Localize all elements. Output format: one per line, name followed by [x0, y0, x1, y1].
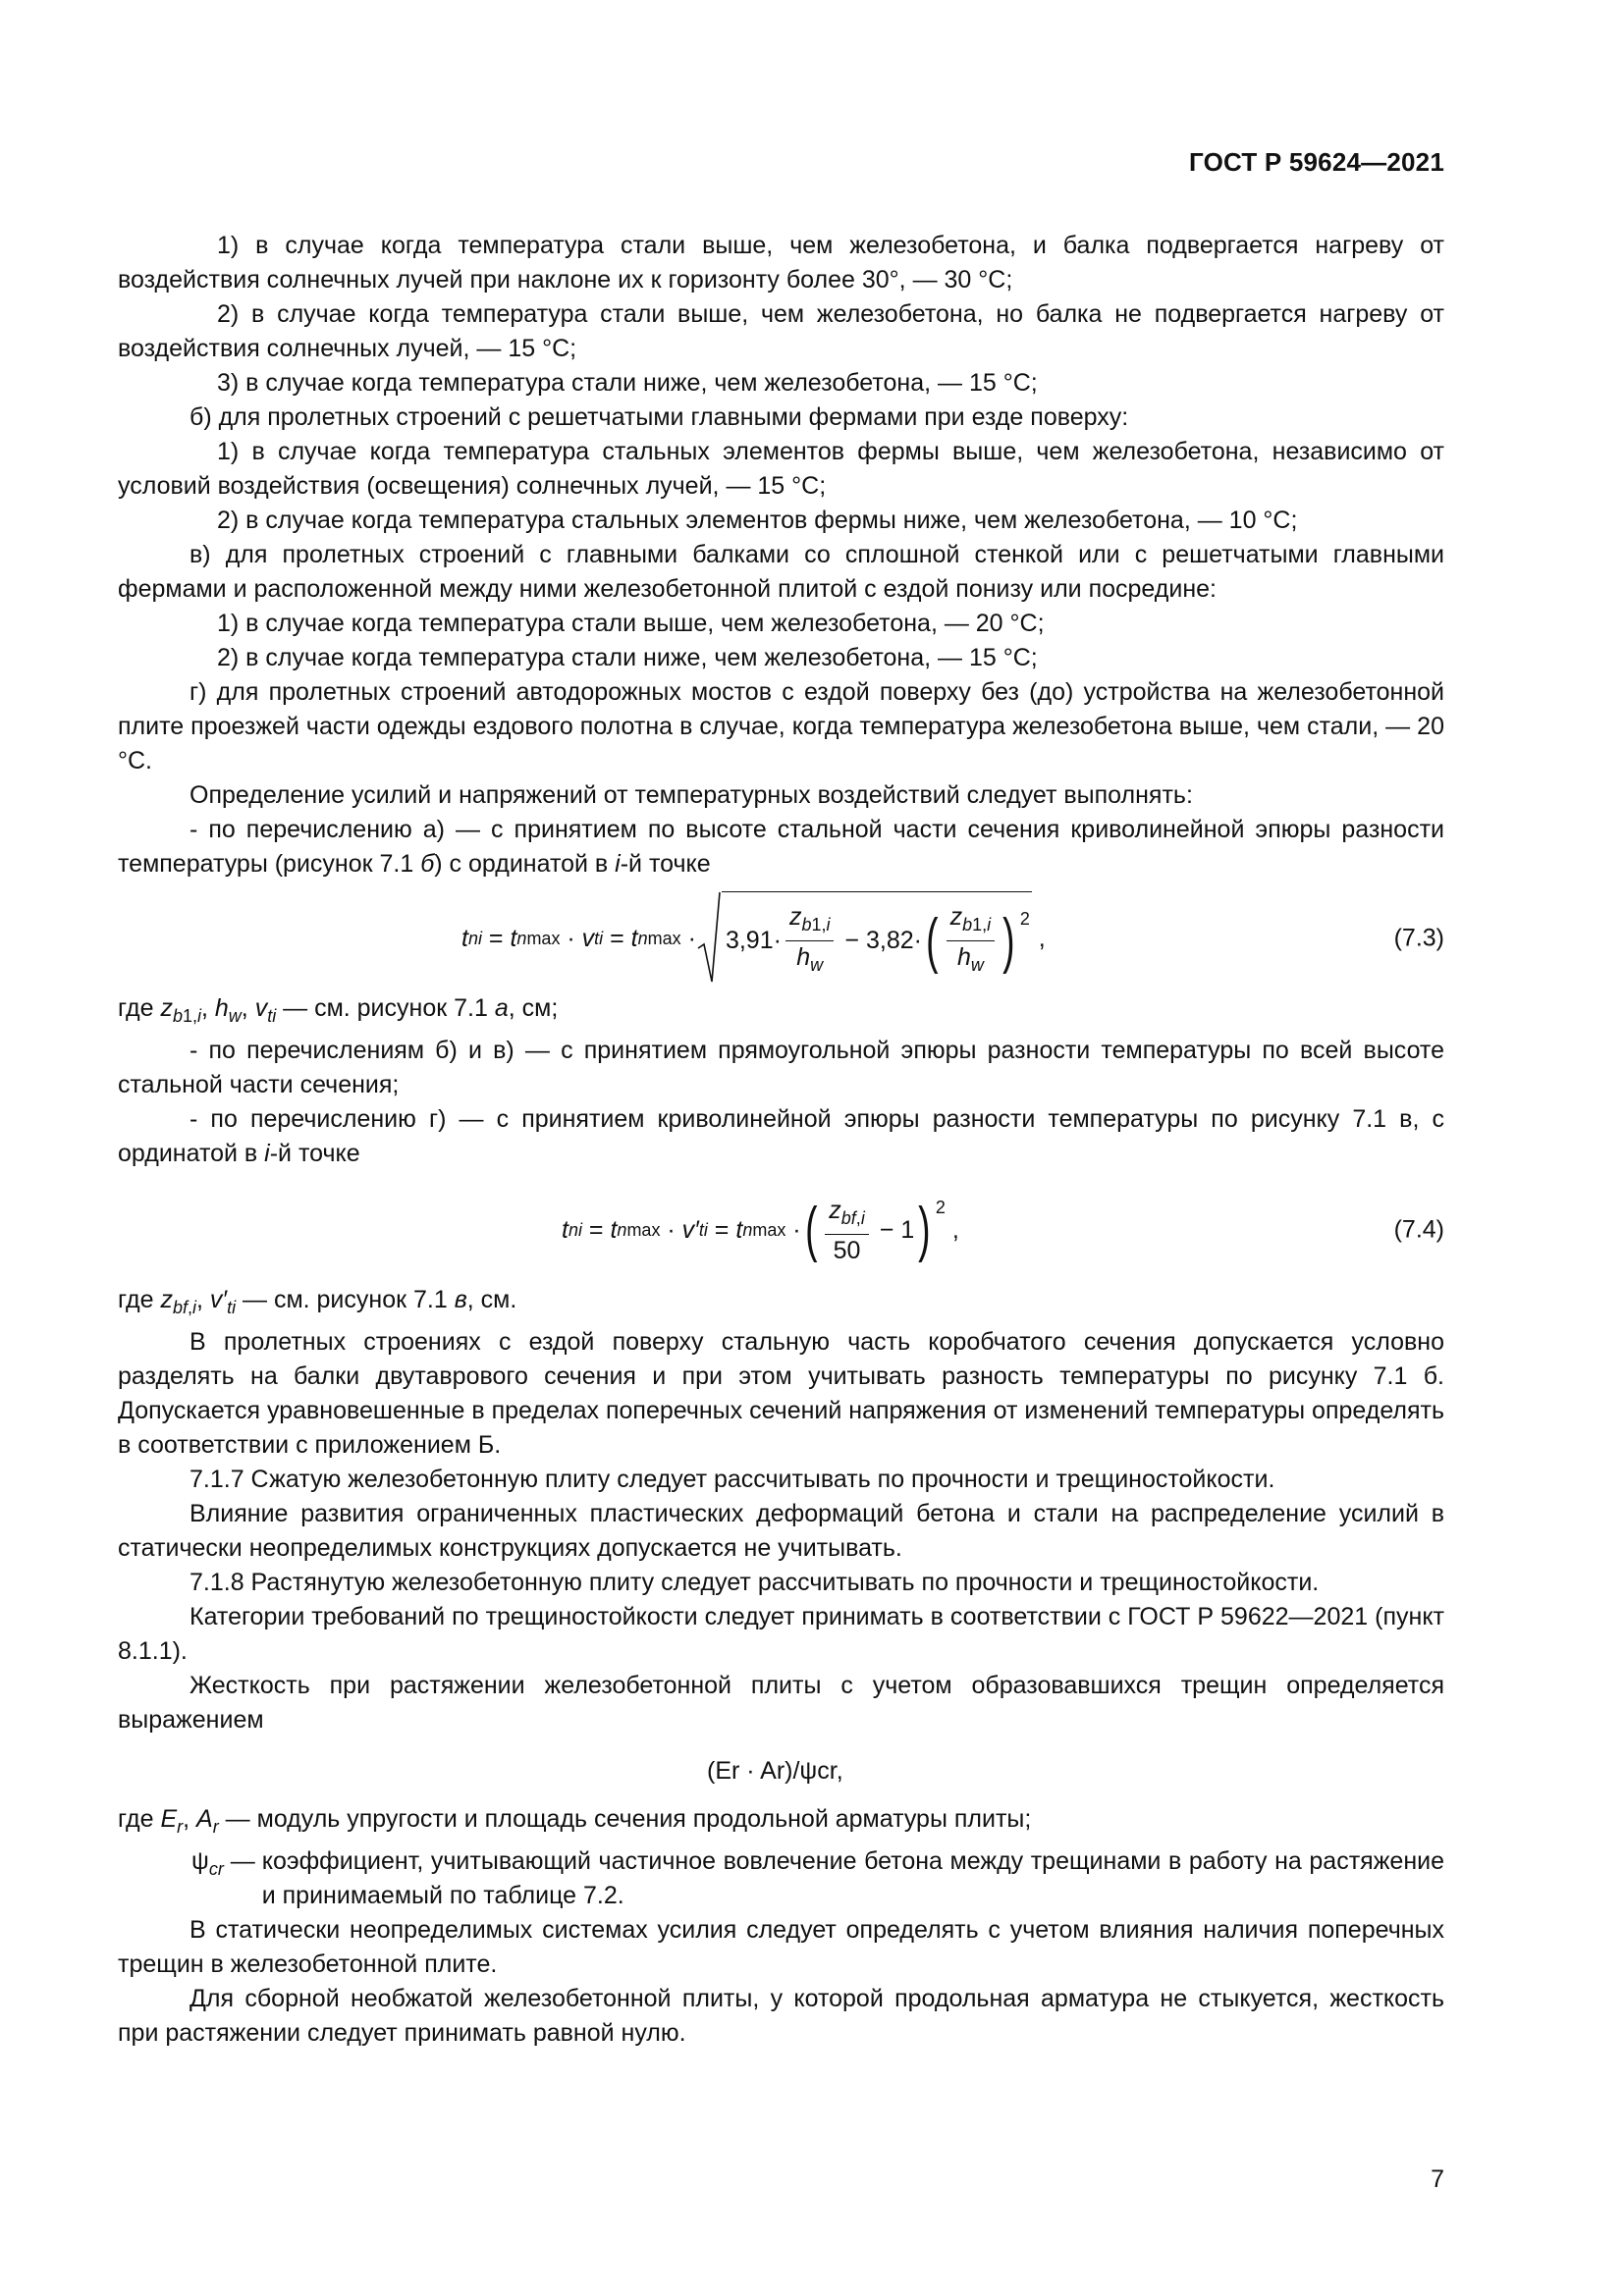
stiffness-expression: (Er · Ar)/ψcr, — [707, 1756, 843, 1785]
paragraph-group-middle — [118, 1325, 1444, 1737]
equation-number-7-3: (7.3) — [1393, 924, 1444, 952]
equation-number-7-4: (7.4) — [1393, 1215, 1444, 1244]
paragraph: 7.1.8 Растянутую железобетонную плиту следует рассчитывать по прочности и трещиностойкости. — [189, 1569, 1320, 1596]
paragraph: 1) в случае когда температура стали выше, чем железобетона, — 20 °С; — [217, 610, 1045, 637]
paragraph: Определение усилий и напряжений от температурных воздействий следует выполнять: — [189, 781, 1193, 809]
paragraph: В пролетных строениях с ездой поверху стальную часть коробчатого сечения допускается условно разделять на балки двутаврового сечения и при этом учитывать разность температуры по рисунку 7.1 б. Допускается уравновешенные в пределах поперечных сечений напряжения от изменений температуры определять в соответствии с приложением Б. — [118, 1328, 1444, 1459]
paragraph: 2) в случае когда температура стали выше, чем железобетона, но балка не подвергается нагреву от воздействия солнечных лучей, — 15 °С; — [118, 300, 1444, 362]
standard-code-header: ГОСТ Р 59624—2021 — [1189, 147, 1444, 177]
item-g-paragraph: - по перечислению г) — с принятием криволинейной эпюры разности температуры по рисунку 7.1 в, с ординатой в i-й точке — [118, 1105, 1444, 1167]
paragraph: 2) в случае когда температура стальных элементов фермы ниже, чем железобетона, — 10 °С; — [217, 507, 1298, 534]
paragraph: Категории требований по трещиностойкости следует принимать в соответствии с ГОСТ Р 59622—2021 (пункт 8.1.1). — [118, 1603, 1444, 1665]
document-body — [118, 229, 1444, 2051]
paragraph: Для сборной необжатой железобетонной плиты, у которой продольная арматура не стыкуется, жесткость при растяжении следует принимать равной нулю. — [118, 1985, 1444, 2047]
paragraph: 1) в случае когда температура стали выше, чем железобетона, и балка подвергается нагреву от воздействия солнечных лучей при наклоне их к горизонту более 30°, — 30 °С; — [118, 232, 1444, 294]
formula-7-4: t ni = t nmax · v′ ti = t nmax · ( $\frac{z_{bf,i}}{50}$ − 1 ) 2 , (7.4) — [562, 1196, 1444, 1264]
page-number: 7 — [1431, 2165, 1444, 2193]
paragraph: 2) в случае когда температура стали ниже, чем железобетона, — 15 °С; — [217, 644, 1038, 671]
item-a-paragraph: - по перечислению а) — с принятием по высоте стальной части сечения криволинейной эпюры разности температуры (рисунок 7.1 б) с ординатой в i-й точке — [118, 816, 1444, 878]
paragraph: б) для пролетных строений с решетчатыми главными фермами при езде поверху: — [189, 403, 1129, 431]
paragraph: Жесткость при растяжении железобетонной плиты с учетом образовавшихся трещин определяется выражением — [118, 1672, 1444, 1734]
paragraph: Влияние развития ограниченных пластических деформаций бетона и стали на распределение усилий в статически неопределимых конструкциях допускается не учитывать. — [118, 1500, 1444, 1562]
item-bv-paragraph: - по перечислениям б) и в) — с принятием прямоугольной эпюры разности температуры по всей высоте стальной части сечения; — [118, 1037, 1444, 1098]
paragraph: В статически неопределимых системах усилия следует определять с учетом влияния наличия поперечных трещин в железобетонной плите. — [118, 1916, 1444, 1978]
sqrt-expression: 3,91 · $\frac{z_{b1,i}}{h_w}$ − 3,82 · ( $\frac{z_{b1,i}}{h_w}$ ) 2 — [696, 891, 1032, 986]
definition-row-er-ar: где $E_r$, $A_r$ — модуль упругости и площадь сечения продольной арматуры плиты; — [118, 1805, 1032, 1837]
formula-7-3: t ni = t nmax · v ti = t nmax · 3,91 · $\frac{z_{b1,i}}{h_w}$ − 3,82 · ( $\frac{z_{b1,i}}{h_w}$ ) 2 , (7.3) — [118, 889, 1444, 988]
paragraph: г) для пролетных строений автодорожных мостов с ездой поверху без (до) устройства на железобетонной плите проезжей части одежды ездового полотна в случае, когда температура железобетона выше, чем стали, — 20 °С. — [118, 678, 1444, 774]
paragraph: в) для пролетных строений с главными балками со сплошной стенкой или с решетчатыми главными фермами и расположенной между ними железобетонной плитой с ездой понизу или посредине: — [118, 541, 1444, 603]
formula-stiffness — [118, 1743, 1444, 1798]
paragraph: 3) в случае когда температура стали ниже, чем железобетона, — 15 °С; — [217, 369, 1038, 397]
where-7-4: где $z_{bf,i}$, $v'_{ti}$ — см. рисунок 7.1 в, см. — [118, 1286, 517, 1317]
definition-row-psi: $\psi_{cr}$ — коэффициент, учитывающий частичное вовлечение бетона между трещинами в работу на растяжение и принимаемый по таблице 7.2. — [191, 1847, 1444, 1909]
paragraph-group-top — [118, 229, 1444, 813]
paragraph-group-bottom — [118, 1913, 1444, 2051]
where-7-3: где $z_{b1,i}$, $h_w$, $v_{ti}$ — см. рисунок 7.1 а, см; — [118, 994, 559, 1026]
paragraph: 7.1.7 Сжатую железобетонную плиту следует рассчитывать по прочности и трещиностойкости. — [189, 1466, 1275, 1493]
paragraph: 1) в случае когда температура стальных элементов фермы выше, чем железобетона, независимо от условий воздействия (освещения) солнечных лучей, — 15 °С; — [118, 438, 1444, 500]
where-stiffness — [118, 1802, 1444, 1913]
